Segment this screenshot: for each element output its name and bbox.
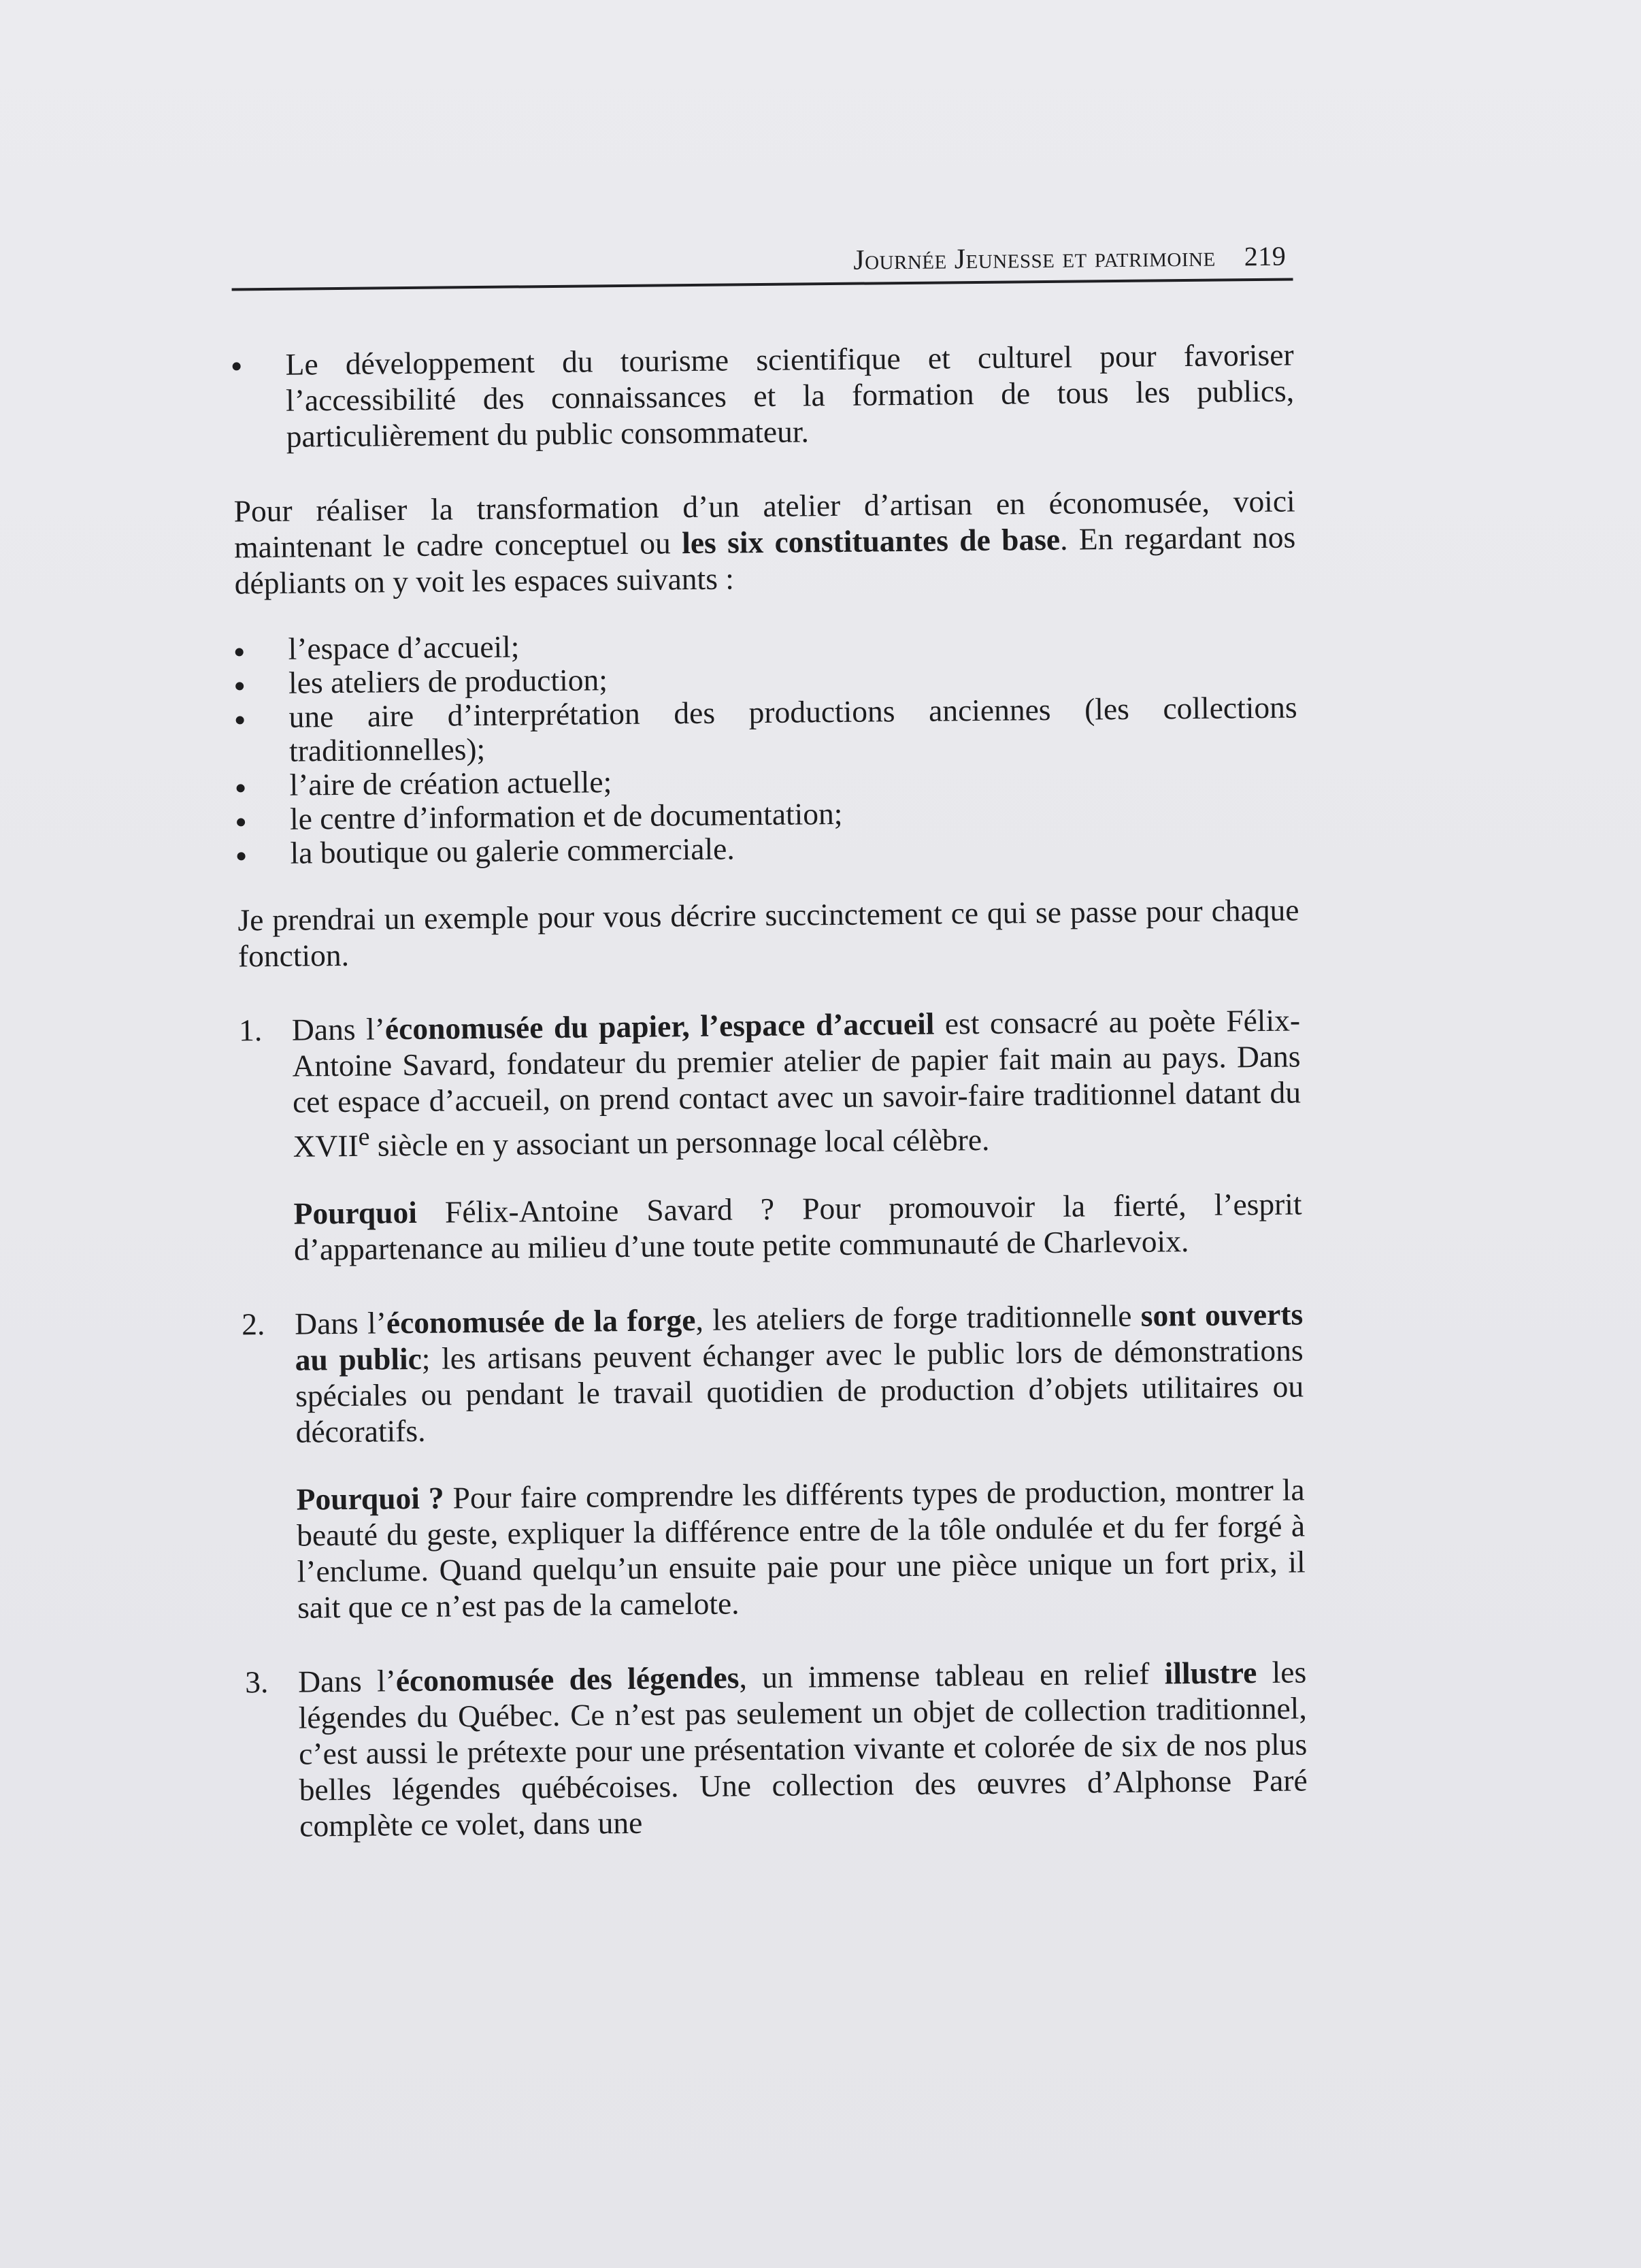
list-item-text: le centre d’information et de documentation;	[289, 795, 843, 836]
text-run: ; les artisans peuvent échanger avec le public lors de démonstrations spéciales ou pendant le travail quotidien de production d’objets utilitaires ou décoratifs.	[295, 1332, 1304, 1449]
intro-bullet-list	[232, 337, 1294, 455]
page-content	[231, 240, 1308, 1845]
text-run: Dans l’	[297, 1663, 397, 1699]
item-text	[298, 1654, 1308, 1844]
numbered-item-forge	[242, 1296, 1306, 1626]
running-header	[231, 240, 1293, 291]
list-item-text: une aire d’interprétation des productions anciennes (les collections traditionnelles);	[288, 689, 1297, 768]
superscript: e	[358, 1122, 370, 1151]
bold-text: économusée de la forge	[386, 1302, 696, 1341]
paragraph-six-constituents	[233, 482, 1295, 601]
pourquoi-paragraph	[296, 1472, 1306, 1626]
bullet-icon	[236, 716, 244, 724]
bold-text: économusée du papier, l’espace d’accueil	[384, 1006, 935, 1047]
text-run: , un immense tableau en relief	[739, 1656, 1165, 1695]
paragraph-example-intro: Je prendrai un exemple pour vous décrire succinctement ce qui se passe pour chaque fonction.	[237, 892, 1299, 974]
bullet-icon	[235, 648, 244, 656]
page-number: 219	[1244, 240, 1287, 272]
bold-text: économusée des légendes	[395, 1660, 740, 1698]
bullet-icon	[237, 852, 246, 860]
paragraph-text: . En regardant nos dépliants on y voit les espaces suivants :	[234, 519, 1296, 601]
paragraph-text: Pour réaliser la transformation d’un atelier d’artisan en économusée, voici maintenant le cadre conceptuel ou	[233, 483, 1295, 565]
item-number: 2.	[241, 1306, 265, 1342]
bold-text: les six constituantes de base	[681, 521, 1061, 561]
text-run: Dans l’	[294, 1305, 387, 1341]
bold-text: sont ouverts au public	[295, 1296, 1304, 1377]
list-item	[232, 337, 1294, 455]
text-run: Dans l’	[291, 1011, 386, 1047]
list-item-text: l’espace d’accueil;	[288, 629, 520, 666]
text-run: Félix-Antoine Savard ? Pour promouvoir la fierté, l’esprit d’appartenance au milieu d’une toute petite communauté de Charlevoix.	[293, 1186, 1302, 1267]
text-run: , les ateliers de forge traditionnelle	[695, 1298, 1142, 1338]
bullet-icon	[233, 362, 241, 370]
body-text	[232, 337, 1308, 1845]
spaces-list	[235, 622, 1298, 870]
bold-text: illustre	[1164, 1655, 1257, 1691]
list-item-text: l’aire de création actuelle;	[289, 764, 612, 802]
text-run: les légendes du Québec. Ce n’est pas seulement un objet de collection traditionnel, c’est aussi le prétexte pour une présentation vivante et colorée de six de nos plus belles légendes québécoises. Une collection des œuvres d’Alphonse Paré complète ce volet, dans une	[298, 1654, 1308, 1843]
text-run: siècle en y associant un personnage local célèbre.	[369, 1122, 990, 1163]
pourquoi-paragraph	[293, 1186, 1302, 1268]
item-text	[292, 1002, 1302, 1164]
numbered-item-legendes	[245, 1654, 1308, 1845]
item-number: 3.	[244, 1664, 269, 1700]
list-item	[235, 690, 1297, 768]
bullet-icon	[237, 784, 245, 792]
numbered-item-papier	[239, 1002, 1303, 1268]
list-item-text: la boutique ou galerie commerciale.	[290, 831, 735, 870]
running-header-title: Journée Jeunesse et patrimoine	[853, 241, 1216, 276]
text-run: est consacré au poète Félix-Antoine Savard, fondateur du premier atelier de papier fait main au pays. Dans cet espace d’accueil, on prend contact avec un savoir-faire traditionnel datant du XVII	[292, 1002, 1302, 1164]
bold-text: Pourquoi ?	[296, 1480, 444, 1517]
list-item-text: les ateliers de production;	[288, 662, 608, 700]
bold-text: Pourquoi	[293, 1195, 418, 1231]
text-run: Pour faire comprendre les différents types de production, montrer la beauté du geste, expliquer la différence entre de la tôle ondulée et du fer forgé à l’enclume. Quand quelqu’un ensuite paie pour une pièce unique un fort prix, il sait que ce n’est pas de la camelote.	[296, 1472, 1306, 1625]
bullet-icon	[235, 682, 244, 690]
item-text	[295, 1296, 1304, 1450]
item-number: 1.	[238, 1013, 263, 1048]
bullet-icon	[237, 818, 245, 826]
list-item-text: Le développement du tourisme scientifique et culturel pour favoriser l’accessibilité des connaissances et la formation de tous les publics, particulièrement du public consommateur.	[285, 337, 1295, 454]
